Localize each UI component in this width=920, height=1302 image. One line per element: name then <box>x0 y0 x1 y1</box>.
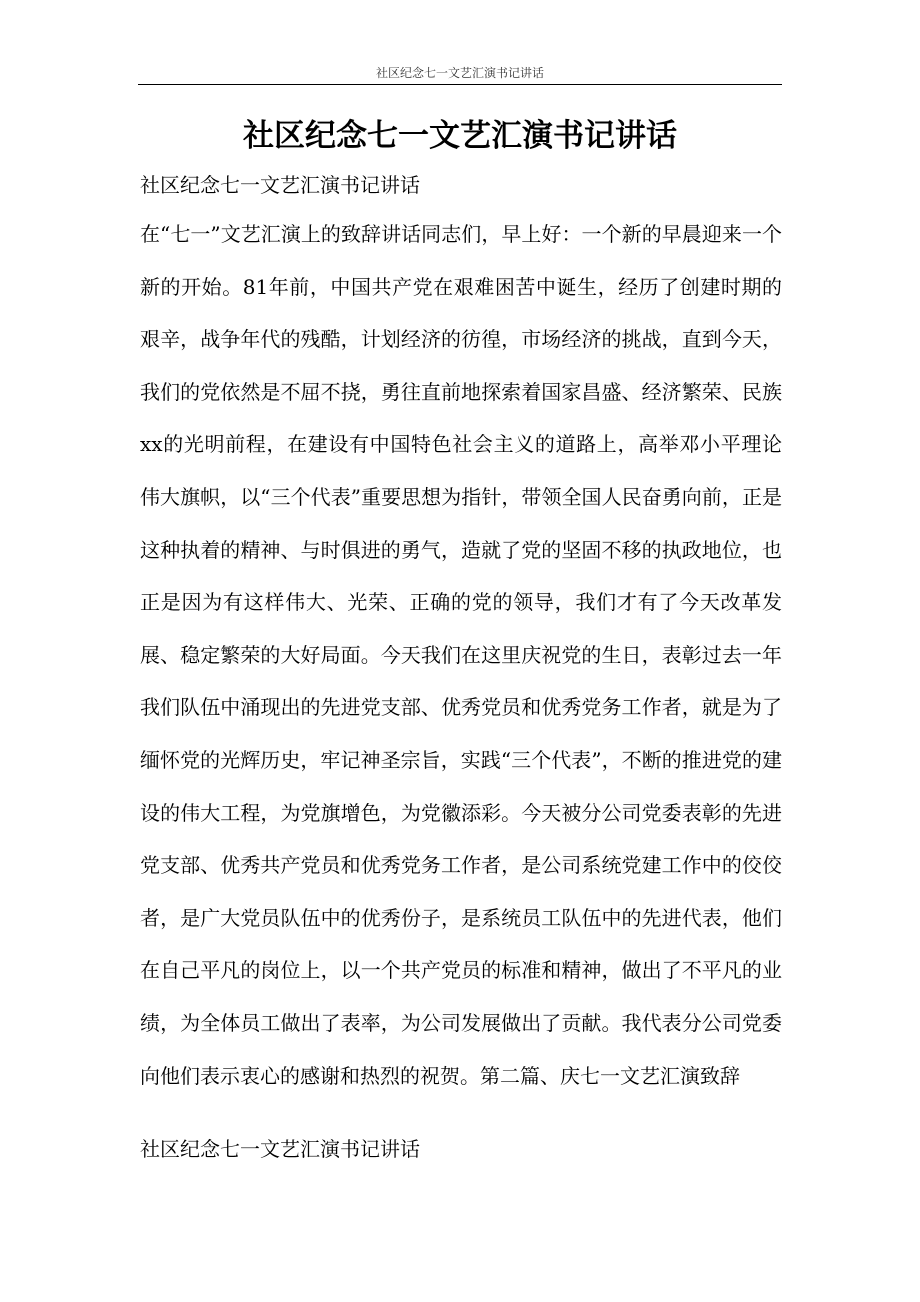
header-divider <box>138 84 782 85</box>
running-header: 社区纪念七一文艺汇演书记讲话 <box>375 66 544 80</box>
body-paragraph: 在“七一”文艺汇演上的致辞讲话同志们，早上好：一个新的早晨迎来一个新的开始。81年前，中国共产党在艰难困苦中诞生，经历了创建时期的艰辛，战争年代的残酷，计划经济的彷徨，市场经济的挑战，直到今天，我们的党依然是不屈不挠，勇往直前地探索着国家昌盛、经济繁荣、民族xx的光明前程，在建设有中国特色社会主义的道路上，高举邓小平理论伟大旗帜，以“三个代表”重要思想为指针，带领全国人民奋勇向前，正是这种执着的精神、与时俱进的勇气，造就了党的坚固不移的执政地位，也正是因为有这样伟大、光荣、正确的党的领导，我们才有了今天改革发展、稳定繁荣的大好局面。今天我们在这里庆祝党的生日，表彰过去一年我们队伍中涌现出的先进党支部、优秀党员和优秀党务工作者，就是为了缅怀党的光辉历史，牢记神圣宗旨，实践“三个代表”，不断的推进党的建设的伟大工程，为党旗增色，为党徽添彩。今天被分公司党委表彰的先进党支部、优秀共产党员和优秀党务工作者，是公司系统党建工作中的佼佼者，是广大党员队伍中的优秀份子，是系统员工队伍中的先进代表，他们在自己平凡的岗位上，以一个共产党员的标准和精神，做出了不平凡的业绩，为全体员工做出了表率，为公司发展做出了贡献。我代表分公司党委向他们表示衷心的感谢和热烈的祝贺。第二篇、庆七一文艺汇演致辞 <box>140 222 782 1088</box>
closing-subtitle: 社区纪念七一文艺汇演书记讲话 <box>140 1137 420 1161</box>
document-subtitle: 社区纪念七一文艺汇演书记讲话 <box>140 173 420 197</box>
document-title: 社区纪念七一文艺汇演书记讲话 <box>243 118 677 154</box>
